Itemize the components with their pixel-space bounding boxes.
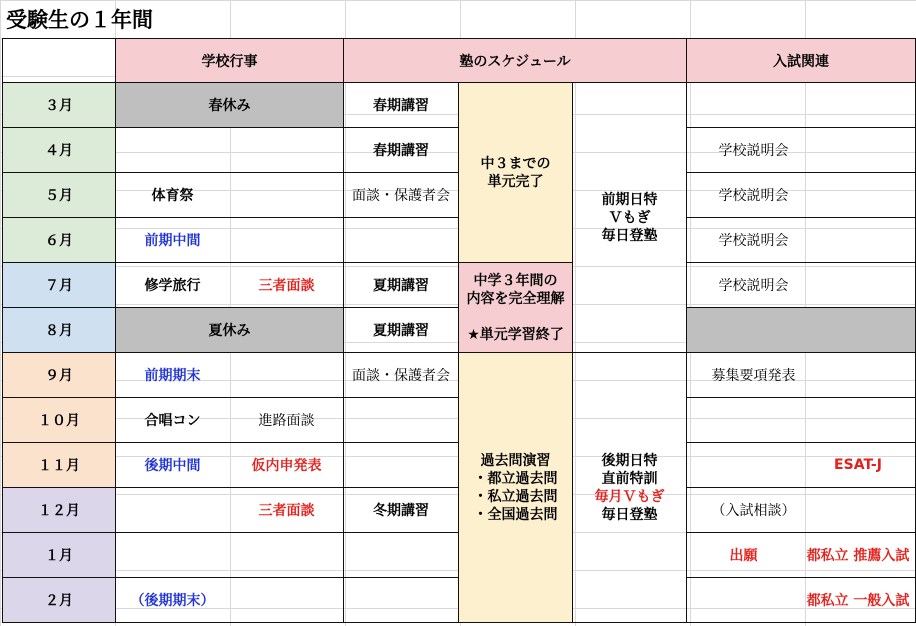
school-cell bbox=[230, 578, 344, 623]
exam-cell bbox=[801, 398, 916, 443]
school-second-final: （後期期末） bbox=[116, 578, 230, 623]
school-summer-break: 夏休み bbox=[116, 308, 344, 353]
exam-cell bbox=[801, 488, 916, 533]
school-career-meeting: 進路面談 bbox=[230, 398, 344, 443]
exam-cell bbox=[801, 218, 916, 263]
school-cell bbox=[230, 128, 344, 173]
exam-cell bbox=[687, 578, 801, 623]
juku-meeting: 面談・保護者会 bbox=[344, 173, 459, 218]
table-row bbox=[3, 263, 916, 308]
school-cell bbox=[230, 173, 344, 218]
school-cell bbox=[230, 353, 344, 398]
juku-cell bbox=[344, 218, 459, 263]
month-cell: １２月 bbox=[3, 488, 116, 533]
exam-school-briefing: 学校説明会 bbox=[687, 263, 801, 308]
juku-cell bbox=[344, 578, 459, 623]
table-row bbox=[3, 83, 916, 128]
exam-cell bbox=[801, 263, 916, 308]
juku-second-half-program: 後期日特 直前特訓 毎月Ｖもぎ 毎日登塾 bbox=[573, 353, 687, 623]
school-cell bbox=[230, 533, 344, 578]
school-sports-day: 体育祭 bbox=[116, 173, 230, 218]
exam-cell bbox=[687, 83, 801, 128]
exam-application: 出願 bbox=[687, 533, 801, 578]
juku-cell bbox=[344, 398, 459, 443]
exam-cell bbox=[801, 83, 916, 128]
month-cell: １０月 bbox=[3, 398, 116, 443]
juku-meeting: 面談・保護者会 bbox=[344, 353, 459, 398]
month-cell: ４月 bbox=[3, 128, 116, 173]
exam-consultation: （入試相談） bbox=[687, 488, 801, 533]
exam-cell bbox=[801, 173, 916, 218]
header-juku: 塾のスケジュール bbox=[344, 39, 687, 83]
juku-summer-course: 夏期講習 bbox=[344, 308, 459, 353]
school-first-final: 前期期末 bbox=[116, 353, 230, 398]
school-second-midterm: 後期中間 bbox=[116, 443, 230, 488]
school-cell bbox=[116, 128, 230, 173]
month-cell: １１月 bbox=[3, 443, 116, 488]
month-cell: ８月 bbox=[3, 308, 116, 353]
school-cell bbox=[116, 488, 230, 533]
month-cell: ９月 bbox=[3, 353, 116, 398]
exam-cell bbox=[801, 128, 916, 173]
exam-cell bbox=[687, 398, 801, 443]
month-cell: １月 bbox=[3, 533, 116, 578]
juku-cell bbox=[344, 443, 459, 488]
header-row bbox=[3, 39, 916, 83]
exam-general: 都私立 一般入試 bbox=[801, 578, 916, 623]
exam-school-briefing: 学校説明会 bbox=[687, 128, 801, 173]
exam-guidelines-release: 募集要項発表 bbox=[687, 353, 801, 398]
juku-first-half-program: 前期日特 Ｖもぎ 毎日登塾 bbox=[573, 83, 687, 353]
school-cell bbox=[116, 533, 230, 578]
juku-spring-course: 春期講習 bbox=[344, 83, 459, 128]
month-cell: ６月 bbox=[3, 218, 116, 263]
juku-past-exam-practice: 過去問演習 ・都立過去問 ・私立過去問 ・全国過去問 bbox=[459, 353, 573, 623]
exam-esat-j: ESAT-J bbox=[801, 443, 916, 488]
exam-cell bbox=[687, 443, 801, 488]
school-cell bbox=[230, 218, 344, 263]
school-school-trip: 修学旅行 bbox=[116, 263, 230, 308]
juku-full-understanding: 中学３年間の 内容を完全理解 ★単元学習終了 bbox=[459, 263, 573, 353]
school-three-way-meeting: 三者面談 bbox=[230, 263, 344, 308]
schedule-table bbox=[2, 38, 916, 623]
header-exam: 入試関連 bbox=[687, 39, 916, 83]
juku-spring-course: 春期講習 bbox=[344, 128, 459, 173]
juku-winter-course: 冬期講習 bbox=[344, 488, 459, 533]
month-cell: ３月 bbox=[3, 83, 116, 128]
exam-gray-cell bbox=[687, 308, 916, 353]
school-first-midterm: 前期中間 bbox=[116, 218, 230, 263]
exam-recommendation: 都私立 推薦入試 bbox=[801, 533, 916, 578]
juku-cell bbox=[344, 533, 459, 578]
exam-school-briefing: 学校説明会 bbox=[687, 218, 801, 263]
school-chorus-contest: 合唱コン bbox=[116, 398, 230, 443]
corner-cell bbox=[3, 39, 116, 83]
school-tentative-report: 仮内申発表 bbox=[230, 443, 344, 488]
month-cell: ２月 bbox=[3, 578, 116, 623]
school-three-way-meeting: 三者面談 bbox=[230, 488, 344, 533]
exam-cell bbox=[801, 353, 916, 398]
juku-unit-completion: 中３までの 単元完了 bbox=[459, 83, 573, 263]
header-school: 学校行事 bbox=[116, 39, 344, 83]
exam-school-briefing: 学校説明会 bbox=[687, 173, 801, 218]
page-title: 受験生の１年間 bbox=[6, 8, 153, 32]
juku-summer-course: 夏期講習 bbox=[344, 263, 459, 308]
month-cell: ５月 bbox=[3, 173, 116, 218]
month-cell: ７月 bbox=[3, 263, 116, 308]
school-spring-break: 春休み bbox=[116, 83, 344, 128]
table-row bbox=[3, 353, 916, 398]
